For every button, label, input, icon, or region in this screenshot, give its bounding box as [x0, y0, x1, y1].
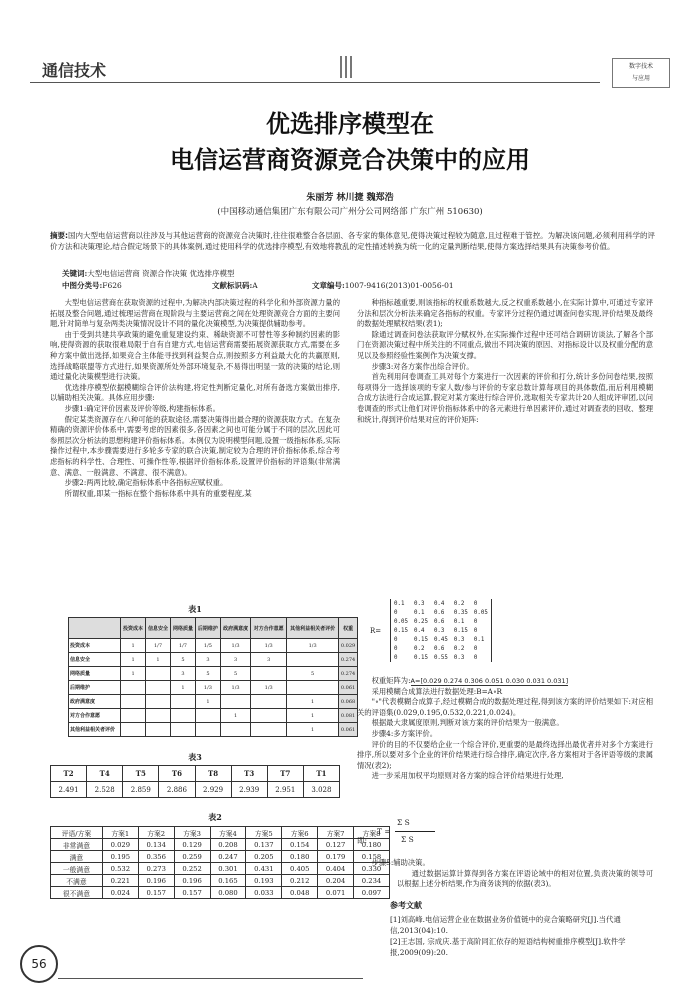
paragraph: 假定某类资源存在八种可能的获取途径,需要决策得出最合理的资源获取方式。在复杂精确的资源评价体系中,需要考虑的因素很多,各因素之间也可能分属于不同的层次,因此可参照层次分析法的思想构建评价指标体系。本例仅为说明模型问题,设置一级指标体系,实际操作过程中,本步骤需要进行多轮多专家的联合决策,制定较为合理的评价指标体系,综合考虑指标的科学性、合理性、可操作性等,根据评价指标体系,设置评价指标的评语集(非常满意、满意、一般满意、不满意、很不满意)。 [50, 414, 340, 477]
table-header-row [69, 618, 358, 639]
art-label: 文章编号: [312, 281, 345, 290]
table-cell [195, 709, 220, 723]
table1 [68, 617, 358, 737]
matrix-cell: 0.2 [413, 645, 425, 652]
matrix-cell: 0.15 [413, 636, 428, 643]
table-cell: 2.939 [231, 782, 267, 798]
table-cell [121, 695, 146, 709]
weight-matrix: A=[0.029 0.274 0.306 0.051 0.030 0.031 0.031] [410, 677, 569, 685]
table-cell: 1/5 [195, 639, 220, 653]
matrix-cell: 0 [473, 600, 478, 607]
table-cell: 1 [287, 723, 339, 737]
affiliation: (中国移动通信集团广东有限公司广州分公司网络部 广东广州 510630) [217, 207, 483, 217]
table-header-cell: 方案3 [174, 827, 210, 839]
table-cell: 1 [121, 639, 146, 653]
table-cell: 2.859 [123, 782, 159, 798]
table-cell: 0.404 [318, 863, 354, 875]
table-cell: 0.273 [138, 863, 174, 875]
table-header-cell: T4 [87, 766, 123, 782]
table-cell: 信息安全 [69, 653, 121, 667]
references-title: 参考文献 [390, 901, 422, 910]
article-number [312, 280, 454, 291]
table-cell: 0.080 [210, 887, 246, 899]
matrix-cell: 0.25 [413, 618, 428, 625]
paper-title-line-2: 电信运营商资源竞合决策中的应用 [170, 146, 530, 174]
table-cell [146, 695, 171, 709]
table-row [51, 887, 390, 899]
matrix-cell: 0 [473, 645, 478, 652]
table2 [50, 826, 390, 899]
table-header-cell: 方案1 [102, 827, 138, 839]
matrix-cell: 0 [473, 627, 478, 634]
matrix-cell: 0 [394, 609, 398, 616]
matrix-cell: 0.55 [433, 654, 448, 661]
table-cell: 0.127 [318, 839, 354, 851]
table-cell: 1 [146, 653, 171, 667]
table-cell: 1 [121, 653, 146, 667]
table-cell: 2.491 [51, 782, 87, 798]
table-cell: 0.157 [138, 887, 174, 899]
matrix-cell: 0 [394, 636, 398, 643]
paragraph: 步骤3:对各方案作出综合评价。 [371, 361, 474, 371]
table-cell [146, 709, 171, 723]
abstract-text: 国内大型电信运营商以往涉及与其他运营商的资源竞合决策时,往往很难整合各层面、各专家的集体意见,使得决策过程较为随意,且过程难于管控。为解决该问题,必须利用科学的评价方法和决策理论,结合假定场景下的具体案例,通过使用科学的优选排序模型,有效地将教乱的定性描述转换为统一化的定量判断结果,使得方案选择结果具有决策参考价值。 [50, 231, 656, 251]
table3 [50, 765, 340, 798]
table-cell: 2.951 [267, 782, 303, 798]
matrix-cell: 0.1 [413, 609, 425, 616]
paragraph: 所谓权重,即某一指标在整个指标体系中具有的重要程度,某 [64, 488, 252, 498]
matrix-cell: 0.4 [413, 627, 425, 634]
matrix-row [391, 617, 492, 626]
table-cell: 3.028 [303, 782, 339, 798]
table-cell: 0.097 [354, 887, 390, 899]
table-cell: 0.252 [174, 863, 210, 875]
table-cell [146, 723, 171, 737]
table-cell: 0.330 [354, 863, 390, 875]
table-cell: 0.154 [282, 839, 318, 851]
table-cell: 政府满意度 [69, 695, 121, 709]
table-cell: 0.234 [354, 875, 390, 887]
table-cell: 2.886 [159, 782, 195, 798]
matrix-cell: 0.6 [433, 645, 445, 652]
badge-line-1: 数字技术 [628, 63, 653, 70]
table-cell: 0.137 [246, 839, 282, 851]
table-header-cell: 方案5 [246, 827, 282, 839]
table-cell: 对方合作意愿 [69, 709, 121, 723]
table-cell: 0.431 [246, 863, 282, 875]
table-cell: 0.061 [339, 723, 358, 737]
table-header-cell: 方案8 [354, 827, 390, 839]
table-cell: 0.048 [282, 887, 318, 899]
paragraph: 根据最大隶属度原则,判断对该方案的评价结果为一般满意。 [371, 718, 564, 728]
table-cell: 1/3 [195, 681, 220, 695]
table-cell [220, 723, 250, 737]
table-cell [251, 723, 287, 737]
table-cell: 0.356 [138, 851, 174, 863]
table-header-cell: 网络质量 [170, 618, 195, 639]
table3-caption: 表3 [188, 752, 202, 762]
table-cell: 投资成本 [69, 639, 121, 653]
table-cell: 0.212 [282, 875, 318, 887]
table-row [69, 639, 358, 653]
table-cell: 0.274 [339, 653, 358, 667]
table-cell: 0.259 [174, 851, 210, 863]
table-cell: 0.029 [102, 839, 138, 851]
table-cell: 3 [220, 653, 250, 667]
matrix-cell: 0.1 [453, 618, 465, 625]
table-cell [251, 667, 287, 681]
authors: 朱丽芳 林川捷 魏郑浩 [306, 193, 394, 203]
table-header-cell: 后期维护 [195, 618, 220, 639]
table-cell: 一般满意 [51, 863, 103, 875]
table-cell: 0.221 [102, 875, 138, 887]
matrix-row [391, 635, 492, 644]
table-header-cell [69, 618, 121, 639]
matrix-cell: 0.3 [433, 627, 445, 634]
matrix-cell: 0 [473, 654, 478, 661]
matrix-row [391, 608, 492, 617]
paragraph: "∘"代表模糊合成算子,经过模糊合成的数据处理过程,得到该方案的评价结果如下:对应相关的评语集(0.029,0.195,0.532,0.221,0.024)。 [357, 697, 653, 717]
matrix-cell: 0.2 [453, 600, 465, 607]
matrix-cell: 0.2 [453, 645, 465, 652]
table-cell: 1 [287, 709, 339, 723]
table-row [69, 723, 358, 737]
table-cell: 不满意 [51, 875, 103, 887]
section-title: 通信技术 [42, 61, 107, 80]
table-cell: 0.061 [339, 681, 358, 695]
paragraph: 进一步采用加权平均原则对各方案的综合评价结果进行处理, [371, 771, 564, 781]
matrix-cell: 0.4 [433, 600, 445, 607]
page-number: 56 [20, 945, 58, 983]
table-cell: 0.033 [246, 887, 282, 899]
table-cell: 0.029 [339, 639, 358, 653]
clc-value: F626 [102, 281, 122, 290]
keywords-label: 关键词: [62, 269, 88, 278]
paper-title-line-1: 优选排序模型在 [266, 110, 434, 138]
paragraph: 步骤2:两两比较,确定指标体系中各指标应赋权重。 [64, 478, 228, 488]
table-row [51, 782, 340, 798]
table-cell: 0.179 [318, 851, 354, 863]
table-cell: 非常满意 [51, 839, 103, 851]
formula-lead: 即: [357, 836, 368, 845]
table-cell: 0.195 [102, 851, 138, 863]
header-rule [30, 82, 600, 83]
abstract-label: 摘要: [50, 231, 68, 240]
table-cell: 1 [170, 681, 195, 695]
table-cell: 0.071 [318, 887, 354, 899]
table-cell: 1/3 [220, 639, 250, 653]
table-header-cell: 方案2 [138, 827, 174, 839]
table-header-cell: T2 [51, 766, 87, 782]
fraction-bar [395, 831, 435, 832]
table-cell: 1/7 [170, 639, 195, 653]
matrix-cell: 0.3 [413, 600, 425, 607]
doc-code [212, 280, 258, 291]
matrix-cell: 0.6 [433, 609, 445, 616]
table-cell [195, 723, 220, 737]
table-cell [146, 681, 171, 695]
table-row [69, 653, 358, 667]
paragraph: 通过数据运算计算得到各方案在评语论域中的相对位置,负责决策的领导可以根据上述分析结果,作为商务谈判的依据(表3)。 [397, 868, 653, 889]
table-cell: 1 [220, 709, 250, 723]
matrix-cell: 0 [394, 654, 398, 661]
table-cell: 后期维护 [69, 681, 121, 695]
matrix-cell: 0 [473, 618, 478, 625]
keywords [62, 268, 235, 279]
paragraph: 采用模糊合成算法进行数据处理:B=A∘R [371, 686, 503, 696]
matrix-cell: 0.15 [413, 654, 428, 661]
table-cell: 1 [121, 667, 146, 681]
table-cell: 1/3 [251, 681, 287, 695]
table-row [69, 681, 358, 695]
table-cell: 5 [220, 667, 250, 681]
table2-caption: 表2 [208, 812, 222, 822]
weight-label: 权重矩阵为: [371, 676, 411, 685]
doc-value: A [252, 281, 258, 290]
table-header-cell: 其他利益相关者评价 [287, 618, 339, 639]
table-cell: 1/3 [251, 639, 287, 653]
table-cell: 很不满意 [51, 887, 103, 899]
table-cell [287, 653, 339, 667]
formula [357, 815, 557, 855]
table-cell: 5 [195, 667, 220, 681]
table-cell: 1 [287, 695, 339, 709]
table-cell: 0.405 [282, 863, 318, 875]
table-cell: 0.165 [210, 875, 246, 887]
paragraph: 除通过调查问卷法获取评分赋权外,在实际操作过程中还可结合调研访谈法,了解各个部门在资源决策过程中所关注的不同重点,做出不同决策的原因、对指标设计以及权重分配的意见以及参照经验性案例作为决策支撑。 [357, 329, 653, 360]
paragraph: 步骤4:多方案评价。 [371, 728, 438, 738]
table-cell: 3 [170, 667, 195, 681]
table-cell: 满意 [51, 851, 103, 863]
table-header-cell: 对方合作意愿 [251, 618, 287, 639]
matrix-cell: 0.6 [433, 618, 445, 625]
matrix-cell: 0.45 [433, 636, 448, 643]
table-header-row [51, 766, 340, 782]
matrix-cell: 0.1 [473, 636, 485, 643]
table-cell: 0.532 [102, 863, 138, 875]
matrix-cell: 0.3 [453, 636, 465, 643]
paragraph: 步骤5:辅助决策。 [371, 858, 430, 867]
table-cell [146, 667, 171, 681]
clc-label: 中图分类号: [62, 281, 103, 290]
matrix-cell: 0.15 [394, 627, 408, 634]
matrix-row [391, 626, 492, 635]
matrix-table [390, 599, 492, 662]
header-decoration [340, 56, 355, 82]
matrix-cell: 0.35 [453, 609, 468, 616]
table-cell [287, 681, 339, 695]
table-cell [170, 695, 195, 709]
paragraph: 由于受到共建共享政策的避免重复建设约束、稀缺资源不可替性等多种制约因素的影响,使得资源的获取很难局限于自有自建方式,电信运营商需要拓展资源获取方式,需要在多种方案中做出选择,如果竞合主体能寻找到利益契合点,则按照多方利益最大化的共赢原则,选择战略联盟等方式进行,如果资源所处外部环境复杂,不易得出明显一致的决策的结论,则通过量化决策模型进行决策。 [50, 329, 340, 382]
table-cell: 0.134 [138, 839, 174, 851]
table-cell: 1/7 [146, 639, 171, 653]
table-row [69, 709, 358, 723]
table-cell: 0.157 [174, 887, 210, 899]
matrix-label: R= [370, 627, 382, 635]
table-cell [170, 723, 195, 737]
table-cell: 0.081 [339, 709, 358, 723]
table-cell: 0.208 [210, 839, 246, 851]
matrix-cell: 0.05 [473, 609, 488, 616]
table-header-row [51, 827, 390, 839]
table1-caption: 表1 [188, 604, 202, 614]
formula-numerator: Σ S [397, 818, 410, 827]
table-cell [220, 695, 250, 709]
table-cell: 1/3 [287, 639, 339, 653]
table-row [51, 851, 390, 863]
table-cell: 0.193 [246, 875, 282, 887]
table-cell: 0.247 [210, 851, 246, 863]
table-cell: 0.196 [138, 875, 174, 887]
table-cell [251, 709, 287, 723]
table-header-cell: 方案6 [282, 827, 318, 839]
table-cell: 0.301 [210, 863, 246, 875]
badge-line-2: 与应用 [631, 75, 650, 82]
table-cell: 1/3 [220, 681, 250, 695]
table-cell: 0.024 [102, 887, 138, 899]
journal-badge [612, 58, 670, 88]
table-cell: 0.274 [339, 667, 358, 681]
table-cell [251, 695, 287, 709]
matrix-row [391, 653, 492, 662]
table-cell: 0.205 [246, 851, 282, 863]
table-cell: 0.158 [354, 851, 390, 863]
table-header-cell: T5 [123, 766, 159, 782]
table-header-cell: 权重 [339, 618, 358, 639]
table-header-cell: 方案7 [318, 827, 354, 839]
table-row [51, 839, 390, 851]
table-cell: 0.180 [354, 839, 390, 851]
formula-t: T = [377, 827, 391, 836]
table-cell: 网络质量 [69, 667, 121, 681]
art-value: 1007-9416(2013)01-0056-01 [344, 281, 454, 290]
table-cell [170, 709, 195, 723]
clc-number [62, 280, 122, 291]
matrix-cell: 0.1 [394, 600, 405, 607]
footer-rule [58, 978, 363, 979]
matrix-cell: 0.3 [453, 654, 465, 661]
table-row [51, 863, 390, 875]
paragraph: 首先利用问卷调查工具对每个方案进行一次因素的评价和打分,统计多份问卷结果,按照每项得分一选择该项的专家人数/参与评价的专家总数计算每项目的具体数值,而后利用模糊合成方法进行合成运算,假定对某方案进行综合评价,选取相关专家共计20人组成评审团,以问卷调查的形式让他们对评价指标体系中的各元素进行单因素评价,通过对调查表的回收、整理和统计,得到评价结果对应的评价矩阵: [357, 372, 653, 424]
table-cell: 0.129 [174, 839, 210, 851]
paragraph: 大型电信运营商在获取资源的过程中,为解决内部决策过程的科学化和外部资源力量的拓展及整合问题,通过梳理运营商在现阶段与主要运营商之间在处理资源竞合方面的主要问题,针对简单与复杂两类决策情况设计不同的量化决策模型,为决策提供辅助参考。 [50, 298, 340, 329]
matrix-row [391, 599, 492, 608]
paragraph: 步骤1:确定评价因素及评价等级,构建指标体系。 [64, 403, 220, 413]
table-header-cell: 方案4 [210, 827, 246, 839]
left-column [50, 298, 340, 499]
matrix-cell: 0.15 [453, 627, 468, 634]
table-header-cell: T6 [159, 766, 195, 782]
matrix-row [391, 644, 492, 653]
table-cell [121, 681, 146, 695]
table-cell: 其他利益相关者评价 [69, 723, 121, 737]
table-cell: 0.196 [174, 875, 210, 887]
table-row [51, 875, 390, 887]
doc-label: 文献标识码: [212, 281, 253, 290]
table-cell: 2.929 [195, 782, 231, 798]
table-header-cell: T3 [231, 766, 267, 782]
table-cell: 2.528 [87, 782, 123, 798]
table-header-cell: 信息安全 [146, 618, 171, 639]
table-cell [121, 723, 146, 737]
right-column [357, 298, 653, 425]
table-header-cell: T7 [267, 766, 303, 782]
right-column-end [357, 858, 653, 890]
table-cell: 1 [195, 695, 220, 709]
paragraph: 优选排序模型依据模糊综合评价法构建,将定性判断定量化,对所有备选方案做出排序,以辅助相关决策。具体应用步骤: [50, 382, 340, 403]
table-header-cell: 投资成本 [121, 618, 146, 639]
table-header-cell: T8 [195, 766, 231, 782]
abstract [50, 230, 660, 252]
table-cell: 3 [195, 653, 220, 667]
table-cell: 5 [287, 667, 339, 681]
reference-item: [1]刘高峰.电信运营企业在数据业务价值链中的竞合策略研究[J].当代通信,2013(04):10. [390, 915, 621, 935]
paragraph: 种指标越重要,则该指标的权重系数越大,反之权重系数越小,在实际计算中,可通过专家评分法和层次分析法来确定各指标的权重。专家评分过程仍通过调查问卷实现,评价结果及最终的数据处理赋权结果(表1); [357, 298, 653, 329]
table-cell: 0.180 [282, 851, 318, 863]
formula-denominator: Σ S [401, 835, 414, 844]
paragraph: 评价的目的不仅要给企业一个综合评价,更重要的是最终选择出最优者并对多个方案进行排序,所以要对多个企业的评价结果进行综合排序,确定次序,各方案相对于各评语等级的隶属情况(表2); [357, 739, 653, 770]
table-row [69, 667, 358, 681]
table-header-cell: 评语/方案 [51, 827, 103, 839]
matrix-cell: 0 [394, 645, 398, 652]
references [390, 900, 660, 958]
table-cell [121, 709, 146, 723]
reference-item: [2]王志国, 宗成庆.基于高阶同汇依存的短语结构树重排序模型[J].软件学报,2009(09):20. [390, 937, 626, 957]
table-cell: 5 [170, 653, 195, 667]
keywords-text: 大型电信运营商 资源合作决策 优选排序模型 [87, 269, 235, 278]
table-header-cell: 政府满意度 [220, 618, 250, 639]
table-cell: 0.068 [339, 695, 358, 709]
table-row [69, 695, 358, 709]
table-header-cell: T1 [303, 766, 339, 782]
table-cell: 3 [251, 653, 287, 667]
matrix-cell: 0.05 [394, 618, 408, 625]
right-column-lower [357, 676, 653, 782]
weight-line [357, 676, 653, 687]
table-cell: 0.204 [318, 875, 354, 887]
